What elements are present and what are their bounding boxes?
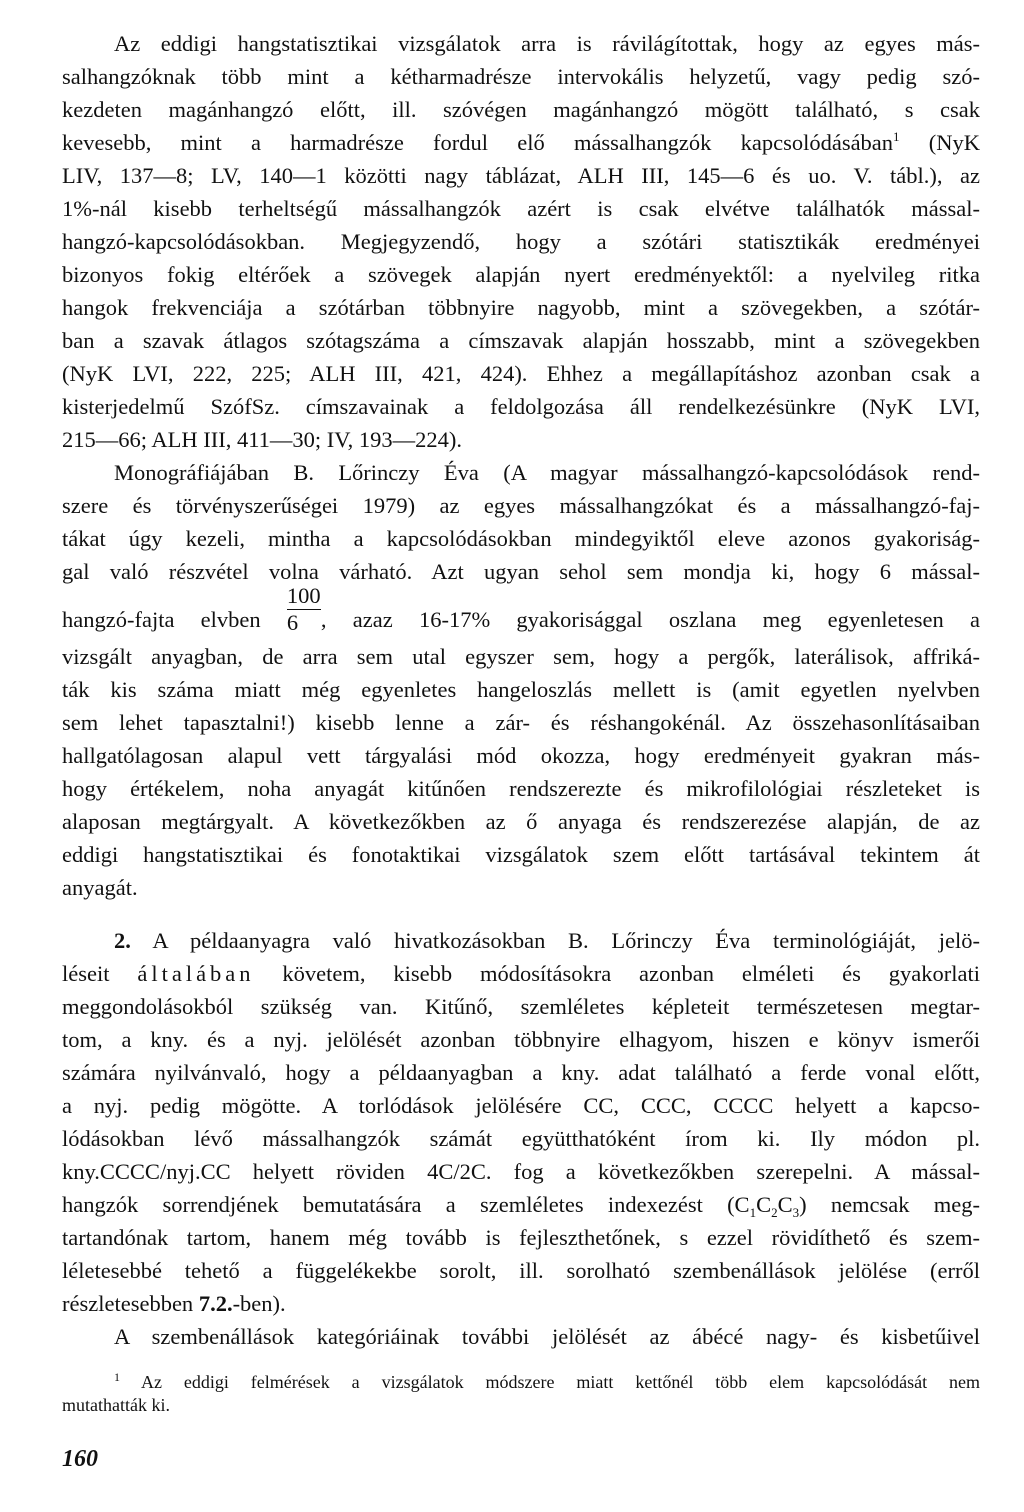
text-line: tartandónak tartom, hanem még tovább is fejleszthetőnek, s ezzel rövidíthető és szem-	[62, 1225, 980, 1250]
text-segment: ) nemcsak meg-	[799, 1192, 980, 1217]
text-line: hallgatólagosan alapul vett tárgyalási mód okozza, hogy eredményeit gyakran más-	[62, 743, 980, 768]
text-line: gal való részvétel volna várható. Azt ugyan sehol sem mondja ki, hogy 6 mással-	[62, 559, 980, 584]
text-line: LIV, 137—8; LV, 140—1 közötti nagy táblázat, ALH III, 145—6 és uo. V. tábl.), az	[62, 163, 980, 188]
text-line: Monográfiájában B. Lőrinczy Éva (A magyar mássalhangzó-kapcsolódások rend-	[114, 460, 980, 485]
text-segment: , azaz 16-17% gyakorisággal oszlana meg egyenletesen a	[320, 607, 980, 632]
fraction	[286, 583, 321, 635]
subscript: 1	[749, 1205, 757, 1220]
text-line: a nyj. pedig mögötte. A torlódások jelölésére CC, CCC, CCCC helyett a kapcso-	[62, 1093, 980, 1118]
text-line: lódásokban lévő mássalhangzók számát együtthatóként írom ki. Ily módon pl.	[62, 1126, 980, 1151]
text-segment: követem, kisebb módosításokra azonban elméleti és gyakorlati	[254, 961, 980, 986]
paragraph-4: A szembenállások kategóriáinak további jelölését az ábécé nagy- és kisbetűivel	[114, 1324, 980, 1349]
text-line: Az eddigi hangstatisztikai vizsgálatok arra is rávilágítottak, hogy az egyes más-	[114, 31, 980, 56]
text-segment: C	[777, 1192, 793, 1217]
footnote-line	[114, 1371, 980, 1394]
text-line	[62, 128, 980, 158]
text-segment: (NyK	[899, 130, 980, 155]
text-segment: részletesebben	[62, 1291, 199, 1316]
text-line	[114, 926, 980, 956]
footnote-line: mutathatták ki.	[62, 1395, 170, 1415]
text-line: szere és törvényszerűségei 1979) az egyes mássalhangzókat és a mássalhangzó-faj-	[62, 493, 980, 518]
subscript: 3	[792, 1205, 800, 1220]
text-line: számára nyilvánvaló, hogy a példaanyagban a kny. adat található a ferde vonal előtt,	[62, 1060, 980, 1085]
page-number: 160	[62, 1446, 98, 1472]
text-line: ták kis száma miatt még egyenletes hangeloszlás mellett is (amit egyetlen nyelvben	[62, 677, 980, 702]
footnote-marker: 1	[114, 1370, 120, 1384]
text-segment: kevesebb, mint a harmadrésze fordul elő mássalhangzók kapcsolódásában	[62, 130, 894, 155]
text-line: tákat úgy kezeli, mintha a kapcsolódásokban mindegyiktől eleve azonos gyakoriság-	[62, 526, 980, 551]
text-segment: C	[756, 1192, 772, 1217]
footnote-ref: 1	[893, 129, 900, 144]
text-line: sem lehet tapasztalni!) kisebb lenne a zár- és réshangokénál. Az összehasonlításaiban	[62, 710, 980, 735]
fraction-denominator: 6	[286, 610, 299, 635]
text-line: léletesebbé tehető a függelékekbe sorolt, ill. sorolható szembenállások jelölése (erről	[62, 1258, 980, 1283]
text-line: eddigi hangstatisztikai és fonotaktikai vizsgálatok szem előtt tartásával tekintem át	[62, 842, 980, 867]
text-line	[62, 583, 980, 635]
fraction-numerator: 100	[286, 583, 321, 608]
section-number: 2.	[114, 928, 131, 953]
text-line: ban a szavak átlagos szótagszáma a címszavak alapján hosszabb, mint a szövegekben	[62, 328, 980, 353]
text-line: vizsgált anyagban, de arra sem utal egyszer sem, hogy a pergők, laterálisok, affriká-	[62, 644, 980, 669]
text-line: bizonyos fokig eltérőek a szövegek alapján nyert eredményektől: a nyelvileg ritka	[62, 262, 980, 287]
text-line: hangzó-kapcsolódásokban. Megjegyzendő, hogy a szótári statisztikák eredményei	[62, 229, 980, 254]
section-ref: 7.2.	[198, 1291, 233, 1316]
text-segment: hangzó-fajta elvben	[62, 607, 261, 632]
text-line: 1%-nál kisebb terheltségű mássalhangzók azért is csak elvétve találhatók mással-	[62, 196, 980, 221]
emphasis-spaced: általában	[137, 961, 255, 986]
text-segment: léseit	[62, 961, 138, 986]
subscript: 2	[771, 1205, 778, 1220]
text-line: kisterjedelmű SzófSz. címszavainak a feldolgozása áll rendelkezésünkre (NyK LVI,	[62, 394, 980, 419]
text-line: 215—66; ALH III, 411—30; IV, 193—224).	[62, 427, 462, 452]
text-segment: -ben).	[232, 1291, 286, 1316]
text-line: (NyK LVI, 222, 225; ALH III, 421, 424). Ehhez a megállapításhoz azonban csak a	[62, 361, 980, 386]
text-line	[62, 959, 980, 989]
text-line	[62, 1190, 980, 1220]
text-line: hogy értékelem, noha anyagát kitűnően rendszerezte és mikrofilológiai részleteket is	[62, 776, 980, 801]
text-segment: Az eddigi felmérések a vizsgálatok módszere miatt kettőnél több elem kapcsolódását nem	[120, 1372, 980, 1392]
text-line: salhangzóknak több mint a kétharmadrésze intervokális helyzetű, vagy pedig szó-	[62, 64, 980, 89]
text-line: anyagát.	[62, 875, 138, 900]
text-line: kny.CCCC/nyj.CC helyett röviden 4C/2C. fog a következőkben szerepelni. A mással-	[62, 1159, 980, 1184]
text-line: alaposan megtárgyalt. A következőkben az ő anyaga és rendszerezése alapján, de az	[62, 809, 980, 834]
text-line	[62, 1289, 980, 1319]
text-line: meggondolásokból szükség van. Kitűnő, szemléletes képleteit természetesen megtar-	[62, 994, 980, 1019]
text-line: tom, a kny. és a nyj. jelölését azonban többnyire elhagyom, hiszen e könyv ismerői	[62, 1027, 980, 1052]
text-segment: A példaanyagra való hivatkozásokban B. Lőrinczy Éva terminológiáját, jelö-	[152, 928, 980, 953]
text-line: hangok frekvenciája a szótárban többnyire nagyobb, mint a szövegekben, a szótár-	[62, 295, 980, 320]
text-segment: hangzók sorrendjének bemutatására a szemléletes indexezést (C	[62, 1192, 750, 1217]
text-line: kezdeten magánhangzó előtt, ill. szóvégen magánhangzó mögött található, s csak	[62, 97, 980, 122]
